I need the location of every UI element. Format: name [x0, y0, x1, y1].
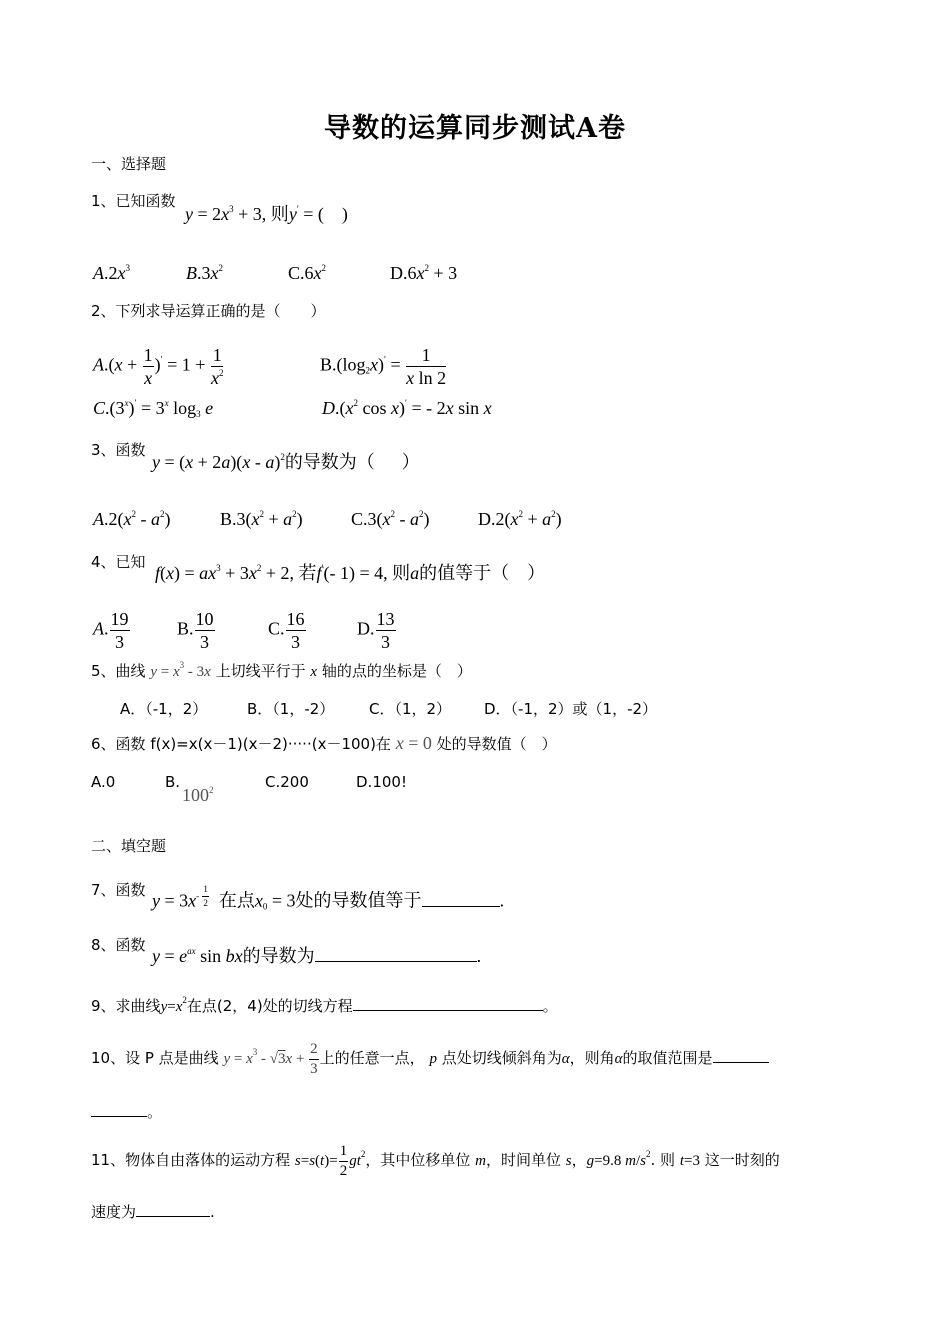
question-stem: 函数 — [115, 441, 146, 459]
answer-blank[interactable] — [353, 996, 543, 1011]
q3-formula: y = (x + 2a)(x - a)$^2$的导数为（ ） — [152, 452, 420, 472]
question-number: 6、 — [91, 735, 116, 753]
q6-option-b: B. — [165, 773, 181, 791]
question-10: 10、设 P 点是曲线 $y = x^3 - √3x$ + $\frac{2}{3}$ 上的任意一点， p 点处切线倾斜角为α，则角α的取值范围是 — [91, 1042, 769, 1077]
q4-option-a: A. $\frac{19}{3}$ — [93, 609, 129, 652]
q6-option-c: C.200 — [265, 773, 309, 791]
question-10-continued: 。 — [91, 1101, 162, 1122]
q2-option-a: A.(x + $\frac{1}{x}$ )′ = 1 + $\frac{1}{x^2}$ — [93, 345, 224, 388]
q3-option-c: $C.3(x^2 - a^2)$ — [351, 509, 430, 529]
q2-option-d: $D.(x^2$ cos x)′ = - 2x sin x — [322, 398, 492, 418]
q3-option-d: $D.2(x^2 + a^2)$ — [478, 509, 562, 529]
q5-formula: $y = x^3 - 3x$ — [150, 660, 211, 680]
q5-option-b: B．（1，-2） — [247, 700, 335, 718]
q6-option-b-value: $100^2$ — [182, 785, 214, 805]
q7-formula: $y = 3x^{- \frac{1}{2}}$ 在点$x_0 = 3$处的导数值等于 . — [152, 884, 505, 912]
q4-option-d: D. $\frac{13}{3}$ — [357, 609, 395, 652]
question-stem: 函数 — [115, 936, 146, 954]
section-heading-choice: 一、选择题 — [91, 155, 167, 173]
answer-blank[interactable] — [136, 1202, 210, 1217]
question-number: 4、 — [91, 553, 116, 571]
question-8 — [91, 934, 146, 955]
q6-formula: x = 0 — [395, 733, 432, 753]
q5-option-d: D．（-1，2）或（1，-2） — [484, 700, 658, 718]
q8-formula: $y = e^{ax}$ sin bx的导数为 . — [152, 946, 482, 966]
q10-formula: $y = x^3 - √3x$ + $\frac{2}{3}$ — [223, 1041, 318, 1077]
question-11: 11、物体自由落体的运动方程 s=s(t)= $\frac{1}{2}$ $gt^2$，其中位移单位 m，时间单位 s，g=9.8 $m/s^2$. 则 t=3 这一时刻的 — [91, 1143, 780, 1179]
q2-option-b: $B.(\log_2x)'$ = $\frac{1}{\text{x ln 2}}$ — [320, 345, 447, 388]
q6-option-a: A.0 — [91, 773, 116, 791]
question-2 — [91, 300, 326, 321]
question-stem: 求曲线 — [115, 997, 161, 1015]
section-heading-fill: 二、填空题 — [91, 837, 167, 855]
page-title: 导数的运算同步测试A卷 — [324, 113, 626, 144]
q5-option-a: A．（-1，2） — [120, 700, 208, 718]
q3-option-b: $B.3(x^2 + a^2)$ — [220, 509, 303, 529]
question-number: 11、 — [91, 1150, 126, 1169]
question-stem: 曲线 — [115, 662, 146, 680]
q1-option-c: $C.6x^2$ — [288, 263, 327, 283]
question-3 — [91, 439, 146, 460]
question-stem: 已知 — [115, 553, 146, 571]
question-number: 2、 — [91, 302, 116, 320]
q5-option-c: C．（1，2） — [369, 700, 452, 718]
question-number: 1、 — [91, 192, 116, 210]
question-stem: 物体自由落体的运动方程 — [125, 1150, 291, 1169]
q4-option-b: B. $\frac{10}{3}$ — [177, 609, 214, 652]
q6-option-d: D.100! — [356, 773, 407, 791]
question-6: 6、函数 f(x)=x(x－1)(x－2)·····(x－100)在 x = 0 处的导数值（ ） — [91, 733, 557, 753]
question-stem: 函数 — [115, 881, 146, 899]
question-number: 5、 — [91, 662, 116, 680]
question-stem: 已知函数 — [115, 192, 176, 210]
question-stem: 设 P 点是曲线 — [125, 1048, 219, 1067]
q4-option-c: C. $\frac{16}{3}$ — [268, 609, 305, 652]
question-stem: 下列求导运算正确的是（ ） — [115, 302, 326, 320]
q11-formula: s=s(t)= $\frac{1}{2}$ $gt^2$ — [294, 1143, 366, 1179]
question-11-continued: 速度为 . — [91, 1203, 215, 1221]
question-number: 7、 — [91, 881, 116, 899]
question-number: 9、 — [91, 997, 116, 1015]
q4-formula: $f(x) = ax^3 + 3x^2 + 2$, 若f′(- 1) = 4, 则a的值等于（ ） — [155, 563, 546, 583]
q1-option-a: $A.2x^3$ — [93, 263, 130, 283]
question-5: 5、曲线 $y = x^3 - 3x$ 上切线平行于 x 轴的点的坐标是（ ） — [91, 660, 472, 680]
q1-option-d: $D.6x^2 + 3$ — [390, 263, 458, 283]
question-1 — [91, 190, 176, 211]
question-number: 10、 — [91, 1048, 126, 1067]
question-7 — [91, 879, 146, 900]
question-number: 3、 — [91, 441, 116, 459]
answer-blank[interactable] — [713, 1048, 769, 1063]
q1-formula: $y = 2x^3 + 3$, 则y′ = ( ) — [185, 204, 348, 224]
answer-blank[interactable] — [91, 1102, 147, 1117]
q1-option-b: $B.3x^2$ — [186, 263, 223, 283]
question-9: 9、求曲线$y=x^2$在点(2，4)处的切线方程 。 — [91, 995, 558, 1015]
question-number: 8、 — [91, 936, 116, 954]
question-stem: 函数 f(x)=x(x－1)(x－2)·····(x－100)在 — [115, 735, 391, 753]
question-4 — [91, 551, 146, 572]
q3-option-a: $A.2(x^2 - a^2)$ — [93, 509, 171, 529]
q2-option-c: $C.(3^x)' = 3^x$ $\log_3 e$ — [93, 398, 214, 419]
